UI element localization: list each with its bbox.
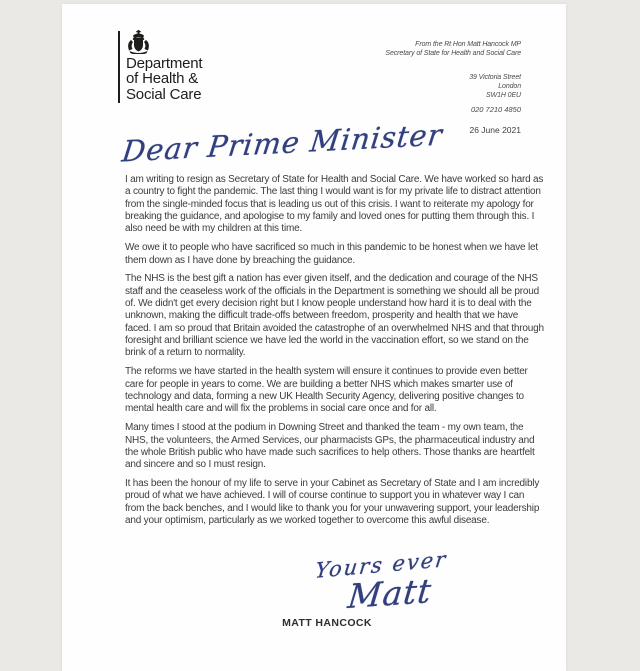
- sender-phone: 020 7210 4850: [470, 105, 521, 114]
- letter-paragraph: Many times I stood at the podium in Downing Street and thanked the team - my own team, the NHS, the volunteers, the Armed Services, our pharmacists GPs, the pharmaceutical industry and the whole British public who have made such sacrifices to help others. Those thanks are heartfelt and sincere and so I must resign.: [125, 422, 535, 471]
- sender-address-line: London: [498, 83, 521, 91]
- typed-signature-name: MATT HANCOCK: [282, 617, 372, 629]
- letter-paragraph: I am writing to resign as Secretary of State for Health and Social Care. We have worked so hard as a country to fight the pandemic. The last thing I would want is for my private life to distract attention from the single-minded focus that is leading us out of this crisis. I want to reiterate my apology for breaking the guidance, and apologise to my family and loved ones for putting them through this. I also need be with my children at this time.: [125, 174, 544, 235]
- sender-address-line: SW1H 0EU: [486, 92, 521, 100]
- letter-paragraph: It has been the honour of my life to serve in your Cabinet as Secretary of State and I am incredibly proud of what we have achieved. I will of course continue to support you in whatever way I can from the back benches, and I would like to thank you for your unwavering support, your leadership and your optimism, particularly as we worked together to overcome this awful disease.: [125, 478, 540, 527]
- handwritten-signoff: Yours ever: [313, 547, 449, 583]
- sender-address-line: 39 Victoria Street: [469, 74, 521, 81]
- logo-divider-bar: [118, 31, 120, 103]
- handwritten-salutation: Dear Prime Minister: [120, 117, 445, 169]
- sender-address-block: [469, 73, 521, 101]
- logo-text-line: Department: [126, 55, 203, 72]
- letter-date: 26 June 2021: [469, 125, 521, 135]
- letter-paragraph: The reforms we have started in the health system will ensure it continues to provide even better care for people in years to come. We are building a better NHS which makes smarter use of technology and data, forming a new UK Health Security Agency, delivering positive changes to mental health care and will fix the problems in social care once and for all.: [125, 366, 528, 415]
- letter-page: [62, 4, 566, 671]
- logo-text-line: of Health &: [126, 70, 199, 88]
- sender-from-line: From the Rt Hon Matt Hancock MP: [415, 41, 521, 48]
- dhsc-logo-wordmark: [126, 56, 202, 102]
- sender-from-block: [385, 40, 521, 58]
- letter-paragraph: The NHS is the best gift a nation has ever given itself, and the dedication and courage of the NHS staff and the ceaseless work of the officials in the Department is something we should all be proud of. We didn't get every decision right but I know people understand how hard it is to deal with the unknown, making the difficult trade-offs between freedom, prosperity and health that we have faced. I am so proud that Britain avoided the catastrophe of an overwhelmed NHS and that through foresight and brilliant science we have led the world in the vaccination effort, so we stand on the brink of a return to normality.: [125, 273, 544, 359]
- royal-crest-icon: [126, 30, 151, 54]
- handwritten-signature: Matt: [346, 570, 434, 617]
- letter-paragraph: We owe it to people who have sacrificed so much in this pandemic to be honest when we have let them down as I have done by breaching the guidance.: [125, 242, 538, 266]
- sender-from-line: Secretary of State for Health and Social Care: [385, 50, 521, 58]
- logo-text-line: Social Care: [126, 85, 202, 103]
- letter-body: [125, 174, 545, 534]
